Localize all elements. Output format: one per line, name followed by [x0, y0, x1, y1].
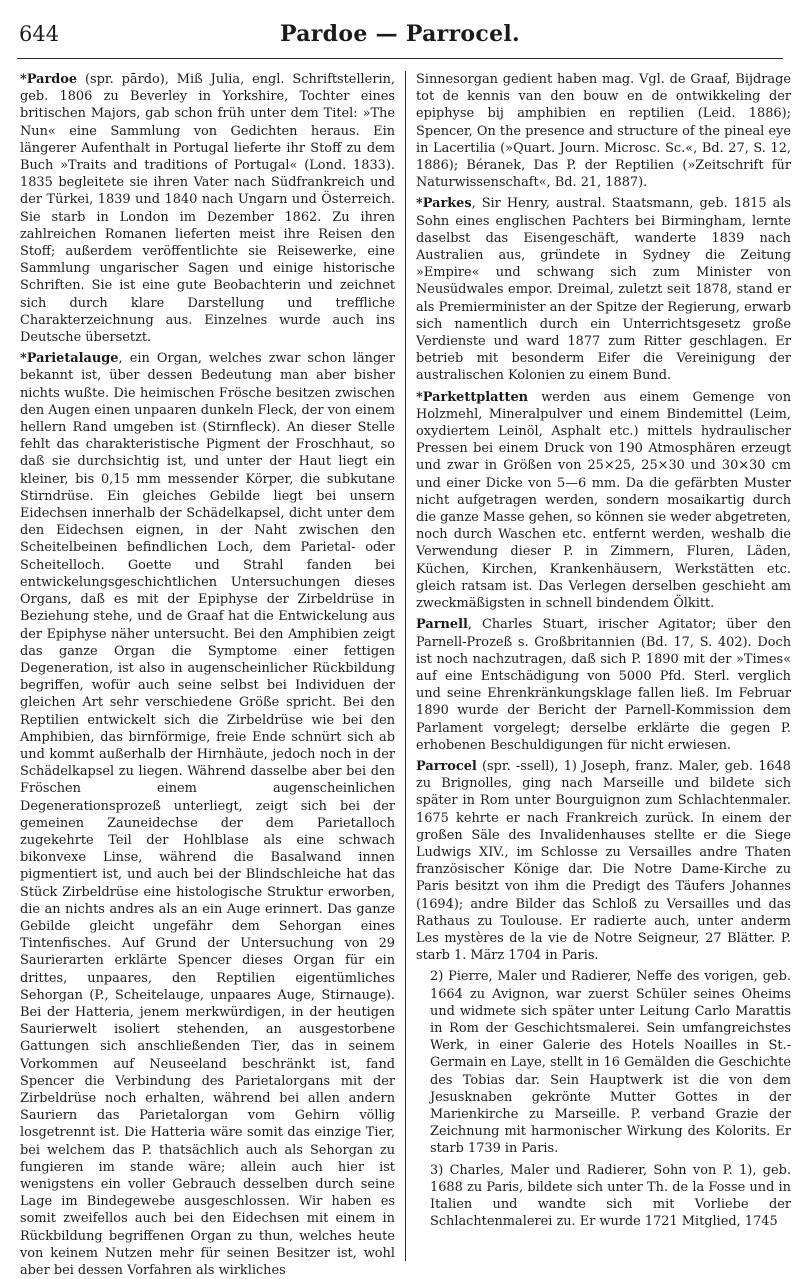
entry-text: , Sir Henry, austral. Staatsmann, geb. 1815 als Sohn eines englischen Pachters bei Birmingham, lernte daselbst das Eisengeschäft, wanderte 1839 nach Australien aus, gründete in Sydney die Zeitung »Empire« und schwang sich zum Minister von Neusüdwales empor. Dreimal, zuletzt seit 1878, stand er als Premierminister an der Spitze der Regierung, erwarb sich namentlich durch ein Unterrichtsgesetz große Verdienste und ward 1877 zum Ritter geschlagen. Er betrieb mit besonderm Eifer die Vereinigung der australischen Kolonien zu einem Bund. [416, 196, 791, 384]
page-header [17, 18, 783, 59]
entry-text: Sinnesorgan gedient haben mag. Vgl. de Graaf, Bijdrage tot de kennis van den bouw en de ontwikkeling der epiphyse bij amphibien en reptilien (Leid. 1886); Spencer, On the presence and structure of the pineal eye in Lacertilia (»Quart. Journ. Microsc. Sc.«, Bd. 27, S. 12, 1886); Béranek, Das P. der Reptilien (»Zeitschrift für Naturwissenschaft«, Bd. 21, 1887). [416, 72, 791, 191]
entry-text: , ein Organ, welches zwar schon länger bekannt ist, über dessen Bedeutung man aber bisher nichts wußte. Die heimischen Frösche besitzen zwischen den Augen einen unpaaren dunkeln Fleck, der von einem hellern Rand umgeben ist (Stirnfleck). An dieser Stelle fehlt das charakteristische Pigment der Froschhaut, so daß sie durchsichtig ist, und unter der Haut liegt ein kleiner, bis 0,15 mm messender Körper, die subkutane Stirndrüse. Ein gleiches Gebilde liegt bei unsern Eidechsen innerhalb der Schädelkapsel, dicht unter dem den Eidechsen eignen, in der Naht zwischen den Scheitelbeinen befindlichen Loch, dem Parietal- oder Scheitelloch. Goette und Strahl fanden bei entwickelungsgeschichtlichen Untersuchungen dieses Organs, daß es mit der Epiphyse der Zirbeldrüse in Beziehung stehe, und de Graaf hat die Entwickelung aus der Epiphyse näher untersucht. Bei den Amphibien zeigt das ganze Organ die Symptome einer fettigen Degeneration, ist also in augenscheinlicher Rückbildung begriffen, wofür auch seine selbst bei Individuen der gleichen Art sehr verschiedene Größe spricht. Bei den Reptilien entwickelt sich die Zirbeldrüse wie bei den Amphibien, das birnförmige, freie Ende schnürt sich ab und kommt außerhalb der Hirnhäute, jedoch noch in der Schädelkapsel zu liegen. Während dasselbe aber bei den Fröschen einem augenscheinlichen Degenerationsprozeß unterliegt, zeigt sich bei der gemeinen Zauneidechse der dem Parietalloch zugekehrte Teil der Hohlblase als eine schwach bikonvexe Linse, während die Basalwand innen pigmentiert ist, und auch bei der Blindschleiche hat das Stück Zirbeldrüse eine histologische Struktur erworben, die an nichts andres als an ein Auge erinnert. Das ganze Gebilde gleicht ungefähr dem Sehorgan eines Tintenfisches. Auf Grund der Untersuchung von 29 Saurierarten erklärte Spencer dieses Organ für ein drittes, unpaares, den Reptilien eigentümliches Sehorgan (P., Scheitelauge, unpaares Auge, Stirnauge). Bei der Hatteria, jenem merkwürdigen, in der heutigen Saurierwelt isoliert stehenden, an ausgestorbene Gattungen sich anschließenden Tier, das in seinem Vorkommen auf Neuseeland beschränkt ist, fand Spencer die Verbindung des Parietalorgans mit der Zirbeldrüse noch erhalten, während bei allen andern Sauriern das Parietalorgan vom Gehirn völlig losgetrennt ist. Die Hatteria wäre somit das einzige Tier, bei welchem das P. thatsächlich auch als Sehorgan zu fungieren im stande wäre; allein auch hier ist wenigstens ein voller Gebrauch desselben durch seine Lage im Bindegewebe ausgeschlossen. Wir haben es somit zweifellos auch bei den Eidechsen mit einem in Rückbildung begriffenen Organ zu thun, welches heute von keinem Nutzen mehr für seinen Besitzer ist, wohl aber bei dessen Vorfahren als wirkliches [20, 351, 395, 1279]
right-column [416, 71, 791, 1261]
entry-parietalauge [20, 350, 395, 1279]
entry-parkettplatten [416, 389, 791, 613]
entry-parrocel-charles [416, 1162, 791, 1231]
entry-text: , Charles Stuart, irischer Agitator; über den Parnell-Prozeß s. Großbritannien (Bd. 17, S. 402). Doch ist noch nachzutragen, daß sich P. 1890 mit der »Times« auf eine Entschädigung von 5000 Pfd. Sterl. verglich und seine Ehrenkränkungsklage fallen ließ. Im Februar 1890 wurde der Bericht der Parnell-Kommission dem Parlament vorgelegt; derselbe erklärte die gegen P. erhobenen Beschuldigungen für nicht erwiesen. [416, 617, 791, 753]
entry-headword: Parnell [416, 617, 468, 633]
column-divider [405, 71, 406, 1261]
entry-text: (spr. -ssell), 1) Joseph, franz. Maler, geb. 1648 zu Brignolles, ging nach Marseille und bildete sich später in Rom unter Bourguignon zum Schlachtenmaler. 1675 kehrte er nach Frankreich zurück. In einem der großen Säle des Invalidenhauses stellte er die Siege Ludwigs XIV., im Schlosse zu Versailles andre Thaten französischer Könige dar. Die Notre Dame-Kirche zu Paris besitzt von ihm die Predigt des Täufers Johannes (1694); andre Bilder das Schloß zu Versailles und das Rathaus zu Toulouse. Er radierte auch, unter anderm Les mystères de la vie de Notre Seigneur, 27 Blätter. P. starb 1. März 1704 in Paris. [416, 758, 791, 964]
entry-parietalauge-continued [416, 71, 791, 191]
entry-parkes [416, 195, 791, 384]
entry-headword: *Parkes [416, 196, 472, 212]
entry-headword: *Parietalauge [20, 351, 119, 367]
entry-text: (spr. pārdo), Miß Julia, engl. Schriftstellerin, geb. 1806 zu Beverley in Yorkshire, Tochter eines britischen Majors, gab schon früh unter dem Titel: »The Nun« eine Sammlung von Gedichten heraus. Ein längerer Aufenthalt in Portugal lieferte ihr Stoff zu dem Buch »Traits and traditions of Portugal« (Lond. 1833). 1835 begleitete sie ihren Vater nach Südfrankreich und der Türkei, 1839 und 1840 nach Ungarn und Österreich. Sie starb in London im Dezember 1862. Zu ihren zahlreichen Romanen lieferten meist ihre Reisen den Stoff; außerdem veröffentlichte sie Reisewerke, eine Sammlung ungarischer Sagen und einige historische Schriften. Sie ist eine gute Beobachterin und zeichnet sich durch klare Darstellung und treffliche Charakterzeichnung aus. Einzelnes wurde auch ins Deutsche übersetzt. [20, 72, 395, 346]
entry-headword: *Parkettplatten [416, 389, 529, 405]
columns [17, 71, 791, 1279]
entry-pardoe [20, 71, 395, 346]
entry-text: 2) Pierre, Maler und Radierer, Neffe des vorigen, geb. 1664 zu Avignon, war zuerst Schüler seines Oheims und widmete sich später unter Leitung Carlo Marattis in Rom der Geschichtsmalerei. Sein umfangreichstes Werk, in einer Galerie des Hotels Noailles in St.-Germain en Laye, stellt in 16 Gemälden die Geschichte des Tobias dar. Sein Hauptwerk ist die von dem Jesusknaben gekrönte Mutter Gottes in der Marienkirche zu Marseille. P. verband Grazie der Zeichnung mit harmonischer Wirkung des Kolorits. Er starb 1739 in Paris. [430, 969, 791, 1157]
entry-headword: Parrocel [416, 758, 477, 774]
left-column [20, 71, 395, 1279]
running-title: Pardoe — Parrocel. [279, 21, 521, 47]
page-number: 644 [19, 22, 60, 46]
entry-text: werden aus einem Gemenge von Holzmehl, Mineralpulver und einem Bindemittel (Leim, oxydiertem Leinöl, Asphalt etc.) mittels hydraulischer Pressen bei einem Druck von 190 Atmosphären erzeugt und zwar in Größen von 25×25, 25×30 und 30×30 cm und einer Dicke von 5—6 mm. Da die gefärbten Muster nicht aufgetragen werden, sondern mosaikartig durch die ganze Masse gehen, so können sie weder abgetreten, noch durch Waschen etc. entfernt werden, weshalb die Verwendung dieser P. in Zimmern, Fluren, Läden, Küchen, Kirchen, Krankenhäusern, Werkstätten etc. gleich ratsam ist. Das Verlegen derselben geschieht am zweckmäßigsten in schnell bindendem Ölkitt. [416, 389, 791, 612]
entry-text: 3) Charles, Maler und Radierer, Sohn von P. 1), geb. 1688 zu Paris, bildete sich unter Th. de la Fosse und in Italien und wandte sich mit Vorliebe der Schlachtenmalerei zu. Er wurde 1721 Mitglied, 1745 [430, 1162, 791, 1230]
entry-parrocel [416, 758, 791, 964]
entry-headword: *Pardoe [20, 72, 78, 87]
entry-parnell [416, 616, 791, 754]
entry-parrocel-pierre [416, 968, 791, 1157]
